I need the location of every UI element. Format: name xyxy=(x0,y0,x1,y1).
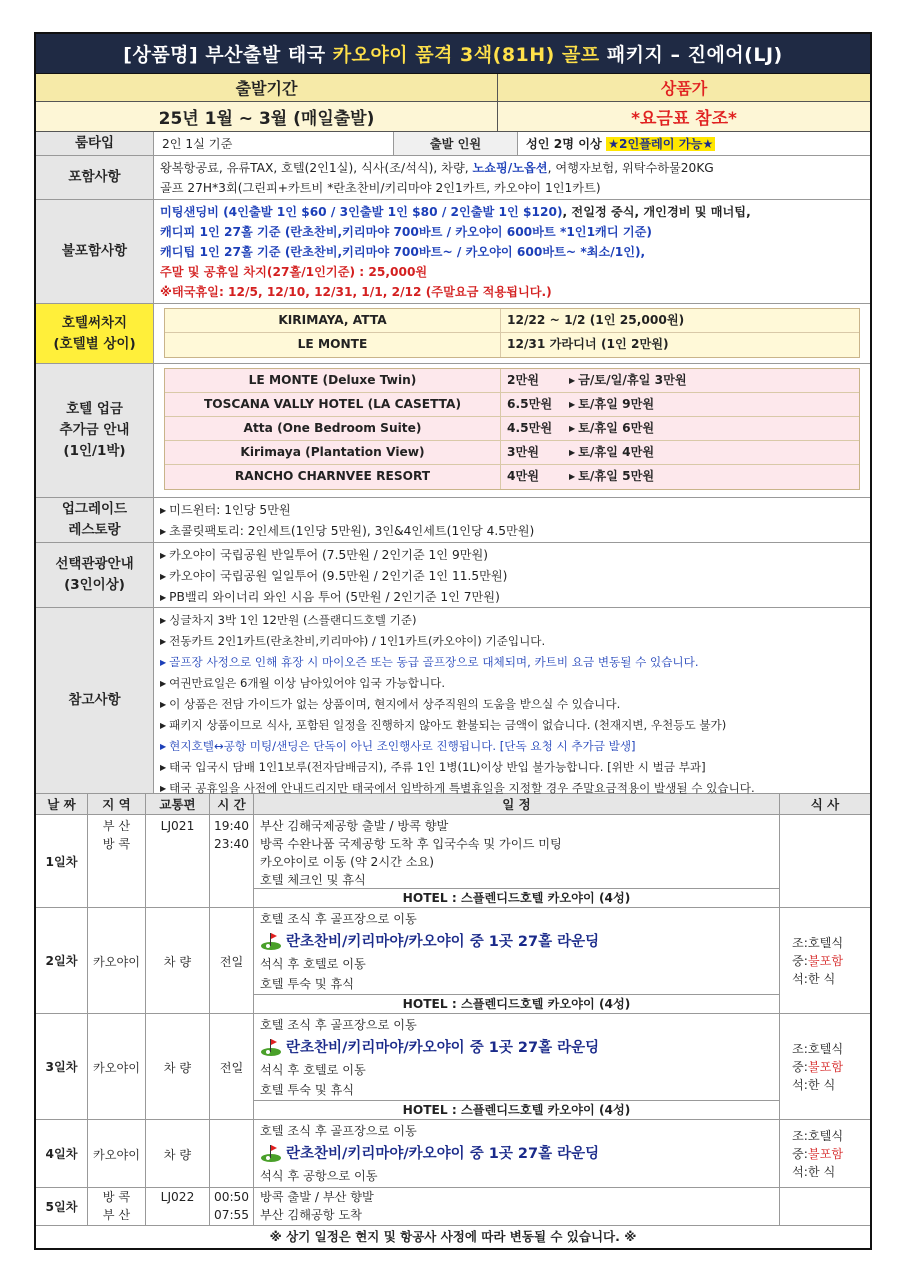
table-row xyxy=(165,333,859,357)
region-text: 부 산 xyxy=(102,1208,131,1222)
region-text: 방 콕 xyxy=(102,1190,131,1204)
tour-item: PB밸리 와이너리 와인 시음 투어 (5만원 / 2인기준 1인 7만원) xyxy=(169,590,500,604)
plan-line: 호텔 조식 후 골프장으로 이동 xyxy=(260,1018,417,1032)
triangle-bullet-icon: ▶ xyxy=(160,742,167,751)
upgrade-weekday-price: 6.5만원 xyxy=(507,397,553,411)
upgrade-price xyxy=(501,417,859,440)
plan-line: 호텔 투숙 및 휴식 xyxy=(260,1083,355,1097)
included-text-a: 왕복항공료, 유류TAX, 호텔(2인1실), 식사(조/석식), 차량, xyxy=(160,161,473,175)
header-values xyxy=(36,102,870,132)
excluded-line-3: 캐디팁 1인 27홀 기준 (란초찬비,키리마야 700바트~ / 카오야이 600바트~ *최소/1인), xyxy=(160,245,646,259)
upgrade-hotel-name: LE MONTE (Deluxe Twin) xyxy=(165,369,501,392)
region-text: 방 콕 xyxy=(102,837,131,851)
triangle-bullet-icon: ▶ xyxy=(160,763,167,772)
meal-dinner: 석:한 식 xyxy=(792,1077,836,1092)
footer-note: ※ 상기 일정은 현지 및 항공사 사정에 따라 변동될 수 있습니다. ※ xyxy=(269,1229,637,1244)
hotel-upgrade-label-1: 호텔 업금 xyxy=(66,401,123,418)
triangle-bullet-icon: ▶ xyxy=(160,593,167,602)
table-row xyxy=(165,309,859,333)
plan-line: 방콕 출발 / 부산 향발 xyxy=(260,1190,374,1204)
restaurant-item: 미드윈터: 1인당 5만원 xyxy=(169,503,291,517)
plan-cell xyxy=(254,908,780,1013)
upgrade-price xyxy=(501,393,859,416)
surcharge-row xyxy=(36,304,870,364)
transport-text: 차 량 xyxy=(146,908,210,1013)
col-meal: 식 사 xyxy=(810,797,840,812)
region-text: 부 산 xyxy=(102,819,131,833)
golf-round-line xyxy=(260,1140,773,1168)
day-label: 3일차 xyxy=(36,1014,88,1119)
time-text: 19:40 xyxy=(213,819,250,833)
meal-dinner: 석:한 식 xyxy=(792,1164,836,1179)
day-label: 2일차 xyxy=(36,908,88,1013)
surcharge-label-2: (호텔별 상이) xyxy=(53,335,136,352)
surcharge-label xyxy=(36,304,154,363)
col-transport: 교통편 xyxy=(146,794,210,814)
note-text: 태국 입국시 담배 1인1보루(전자담배금지), 주류 1인 1병(1L)이상 반입 불가능합니다. [위반 시 벌금 부과] xyxy=(169,760,706,774)
upgrade-weekday-price: 2만원 xyxy=(507,373,540,387)
title-bar xyxy=(36,34,870,74)
restaurant-item: 초콜릿팩토리: 2인세트(1인당 5만원), 3인&4인세트(1인당 4.5만원) xyxy=(169,524,535,538)
people-count: 성인 2명 이상 xyxy=(526,137,607,151)
restaurant-row xyxy=(36,498,870,543)
col-day: 날 짜 xyxy=(36,794,88,814)
plan-cell xyxy=(254,815,780,907)
meal-breakfast: 조:호텔식 xyxy=(792,935,844,950)
triangle-bullet-icon: ▶ xyxy=(160,572,167,581)
time-text: 전일 xyxy=(210,908,254,1013)
two-player-badge: ★2인플레이 가능★ xyxy=(608,137,714,151)
optional-tour-label-2: (3인이상) xyxy=(64,577,125,593)
list-item xyxy=(160,521,864,542)
hotel-upgrade-row xyxy=(36,364,870,498)
time-text: 전일 xyxy=(210,1014,254,1119)
list-item xyxy=(160,652,864,673)
plan-line: 석식 후 호텔로 이동 xyxy=(260,1063,366,1077)
meal-dinner: 석:한 식 xyxy=(792,971,836,986)
day-label: 4일차 xyxy=(36,1120,88,1187)
surcharge-info: 12/22 ~ 1/2 (1인 25,000원) xyxy=(507,313,685,327)
room-type-value: 2인 1실 기준 xyxy=(154,132,394,155)
plan-line: 석식 후 호텔로 이동 xyxy=(260,957,366,971)
time-text: 00:50 xyxy=(213,1190,250,1204)
meal-cell xyxy=(780,1014,870,1119)
meal-lunch-prefix: 중: xyxy=(792,1059,808,1074)
notes-row xyxy=(36,608,870,794)
meal-lunch-value: 불포함 xyxy=(807,953,844,968)
golf-text: 란초찬비/키리마야/카오야이 중 1곳 27홀 라운딩 xyxy=(286,934,600,950)
notes-label: 참고사항 xyxy=(36,608,154,793)
time-text: 23:40 xyxy=(213,837,250,851)
product-sheet xyxy=(34,32,872,1250)
list-item xyxy=(160,500,864,521)
transport-text: 차 량 xyxy=(146,1014,210,1119)
region-cell xyxy=(88,1188,146,1225)
meal-lunch xyxy=(792,1145,864,1163)
triangle-bullet-icon: ▶ xyxy=(160,721,167,730)
meal-lunch xyxy=(792,1058,864,1076)
table-row xyxy=(165,465,859,489)
schedule-day-1 xyxy=(36,815,870,908)
list-item xyxy=(160,610,864,631)
surcharge-info: 12/31 가라디너 (1인 2만원) xyxy=(507,337,669,351)
day-label: 1일차 xyxy=(36,815,88,907)
restaurant-label xyxy=(36,498,154,542)
plan-line: 방콕 수완나품 국제공항 도착 후 입국수속 및 가이드 미팅 xyxy=(260,837,562,851)
plan-line: 호텔 조식 후 골프장으로 이동 xyxy=(260,912,417,926)
plan-cell xyxy=(254,1014,780,1119)
note-text: 태국 공휴일을 사전에 안내드리지만 태국에서 임박하게 특별휴일을 지정할 경우 주말요금적용이 발생될 수 있습니다. xyxy=(169,781,755,795)
golf-text: 란초찬비/키리마야/카오야이 중 1곳 27홀 라운딩 xyxy=(286,1146,600,1162)
golf-text: 란초찬비/키리마야/카오야이 중 1곳 27홀 라운딩 xyxy=(286,1040,600,1056)
surcharge-label-1: 호텔써차지 xyxy=(61,314,128,331)
people-label: 출발 인원 xyxy=(394,132,518,155)
day-label: 5일차 xyxy=(36,1188,88,1225)
hotel-upgrade-label xyxy=(36,364,154,497)
table-row xyxy=(165,441,859,465)
list-item xyxy=(160,631,864,652)
upgrade-hotel-name: TOSCANA VALLY HOTEL (LA CASETTA) xyxy=(165,393,501,416)
meeting-fee: 미팅샌딩비 (4인출발 1인 $60 / 3인출발 1인 $80 / 2인출발 1인 $120) xyxy=(160,205,563,219)
time-cell xyxy=(210,1188,254,1225)
meal-breakfast: 조:호텔식 xyxy=(792,1041,844,1056)
period-value: 25년 1월 ~ 3월 (매일출발) xyxy=(36,102,498,131)
schedule-day-4 xyxy=(36,1120,870,1188)
triangle-bullet-icon: ▶ xyxy=(160,658,167,667)
region-cell xyxy=(88,815,146,907)
title-prefix: [상품명] 부산출발 태국 xyxy=(123,44,326,66)
list-item xyxy=(160,736,864,757)
col-time: 시 간 xyxy=(210,794,254,814)
triangle-bullet-icon: ▶ xyxy=(160,679,167,688)
triangle-bullet-icon: ▶ xyxy=(160,637,167,646)
optional-tour-row xyxy=(36,543,870,608)
hotel-line: HOTEL : 스플렌디드호텔 카오야이 (4성) xyxy=(254,888,779,907)
meal-lunch-prefix: 중: xyxy=(792,1146,808,1161)
meal-lunch xyxy=(792,952,864,970)
excluded-line-1 xyxy=(160,202,864,222)
triangle-bullet-icon: ▶ xyxy=(160,700,167,709)
title-highlight: 카오야이 품격 3색(81H) 골프 xyxy=(332,44,600,66)
plan-line: 부산 김해공항 도착 xyxy=(260,1208,362,1222)
room-type-row xyxy=(36,132,870,156)
title-suffix: 패키지 – 진에어(LJ) xyxy=(606,44,783,66)
upgrade-price xyxy=(501,465,859,489)
meal-cell xyxy=(780,1120,870,1187)
included-line-2: 골프 27H*3회(그린피+카트비 *란초찬비/키리마야 2인1카트, 카오야이 1인1카트) xyxy=(160,181,601,195)
schedule-header xyxy=(36,794,870,815)
plan-line: 호텔 투숙 및 휴식 xyxy=(260,977,355,991)
upgrade-hotel-name: Atta (One Bedroom Suite) xyxy=(165,417,501,440)
table-row xyxy=(165,393,859,417)
upgrade-hotel-name: Kirimaya (Plantation View) xyxy=(165,441,501,464)
hotel-upgrade-label-3: (1인/1박) xyxy=(63,442,126,459)
list-item xyxy=(160,715,864,736)
plan-cell xyxy=(254,1120,780,1187)
region-text: 카오야이 xyxy=(88,1014,146,1119)
table-row xyxy=(165,369,859,393)
triangle-bullet-icon: ▶ xyxy=(160,506,167,515)
golf-flag-icon xyxy=(260,1039,282,1057)
upgrade-weekend-price: 토/휴일 4만원 xyxy=(578,445,655,459)
meal-lunch-value: 불포함 xyxy=(807,1146,844,1161)
meal-cell xyxy=(780,1188,870,1225)
included-text-c: , 여행자보험, 위탁수하물20KG xyxy=(547,161,714,175)
note-text: 전동카트 2인1카트(란초찬비,키리마야) / 1인1카트(카오야이) 기준입니다. xyxy=(169,634,546,648)
schedule-day-5 xyxy=(36,1188,870,1226)
list-item xyxy=(160,545,864,566)
no-shopping-text: 노쇼핑/노옵션 xyxy=(472,161,548,175)
upgrade-weekend-price: 토/휴일 9만원 xyxy=(578,397,655,411)
upgrade-weekday-price: 4.5만원 xyxy=(507,421,553,435)
surcharge-hotel: LE MONTE xyxy=(165,333,501,357)
period-label: 출발기간 xyxy=(36,74,498,101)
time-text: 07:55 xyxy=(213,1208,250,1222)
time-cell xyxy=(210,815,254,907)
surcharge-hotel: KIRIMAYA, ATTA xyxy=(165,309,501,332)
upgrade-weekend-price: 토/휴일 5만원 xyxy=(578,469,655,483)
people-value xyxy=(518,132,870,155)
col-plan: 일 정 xyxy=(254,794,780,814)
flight-number: LJ022 xyxy=(146,1188,210,1225)
meal-lunch-prefix: 중: xyxy=(792,953,808,968)
included-row xyxy=(36,156,870,200)
meal-lunch-value: 불포함 xyxy=(807,1059,844,1074)
meal-cell xyxy=(780,815,870,907)
triangle-bullet-icon: ▶ xyxy=(160,551,167,560)
plan-line: 석식 후 공항으로 이동 xyxy=(260,1169,378,1183)
golf-flag-icon xyxy=(260,1145,282,1163)
surcharge-table xyxy=(164,308,860,358)
note-text: 이 상품은 전담 가이드가 없는 상품이며, 현지에서 상주직원의 도움을 받으실 수 있습니다. xyxy=(169,697,621,711)
excluded-misc: , 전일정 중식, 개인경비 및 매너팁, xyxy=(562,205,751,219)
header-labels xyxy=(36,74,870,102)
included-label: 포함사항 xyxy=(36,156,154,199)
col-region: 지 역 xyxy=(88,794,146,814)
list-item xyxy=(160,566,864,587)
region-text: 카오야이 xyxy=(88,908,146,1013)
hotel-line: HOTEL : 스플렌디드호텔 카오야이 (4성) xyxy=(254,1100,779,1119)
golf-flag-icon xyxy=(260,933,282,951)
included-line-1 xyxy=(160,158,864,178)
upgrade-price xyxy=(501,369,859,392)
excluded-line-2: 캐디피 1인 27홀 기준 (란초찬비,키리마야 700바트 / 카오야이 600바트 *1인1캐디 기준) xyxy=(160,225,652,239)
table-row xyxy=(165,417,859,441)
excluded-line-5: ※태국휴일: 12/5, 12/10, 12/31, 1/1, 2/12 (주말요금 적용됩니다.) xyxy=(160,285,552,299)
upgrade-weekday-price: 4만원 xyxy=(507,469,540,483)
list-item xyxy=(160,694,864,715)
upgrade-weekend-price: 토/휴일 6만원 xyxy=(578,421,655,435)
triangle-bullet-icon: ▶ xyxy=(160,784,167,793)
restaurant-label-2: 레스토랑 xyxy=(68,522,121,538)
excluded-row xyxy=(36,200,870,304)
hotel-upgrade-label-2: 추가금 안내 xyxy=(59,422,130,439)
excluded-line-4: 주말 및 공휴일 차지(27홀/1인기준) : 25,000원 xyxy=(160,265,428,279)
restaurant-label-1: 업그레이드 xyxy=(61,501,128,518)
note-text: 싱글차지 3박 1인 12만원 (스플랜디드호텔 기준) xyxy=(169,613,417,627)
list-item xyxy=(160,757,864,778)
hotel-line: HOTEL : 스플렌디드호텔 카오야이 (4성) xyxy=(254,994,779,1013)
price-label: 상품가 xyxy=(660,79,708,98)
schedule-day-3 xyxy=(36,1014,870,1120)
list-item xyxy=(160,587,864,608)
note-text: 현지호텔↔공항 미팅/샌딩은 단독이 아닌 조인행사로 진행됩니다. [단독 요청 시 추가금 발생] xyxy=(169,739,636,753)
tour-item: 카오야이 국립공원 일일투어 (9.5만원 / 2인기준 1인 11.5만원) xyxy=(169,569,508,583)
hotel-upgrade-table xyxy=(164,368,860,490)
price-value: *요금표 참조* xyxy=(631,109,737,129)
plan-line: 부산 김해국제공항 출발 / 방콕 향발 xyxy=(260,819,449,833)
meal-breakfast: 조:호텔식 xyxy=(792,1128,844,1143)
time-cell xyxy=(210,1120,254,1187)
plan-line: 호텔 조식 후 골프장으로 이동 xyxy=(260,1124,417,1138)
golf-round-line xyxy=(260,928,773,956)
triangle-bullet-icon: ▶ xyxy=(569,376,576,385)
plan-line: 호텔 체크인 및 휴식 xyxy=(260,873,366,887)
triangle-bullet-icon: ▶ xyxy=(160,527,167,536)
note-text: 골프장 사정으로 인해 휴장 시 마이오즌 또는 동급 골프장으로 대체되며, 카트비 요금 변동될 수 있습니다. xyxy=(169,655,699,669)
list-item xyxy=(160,673,864,694)
upgrade-weekend-price: 금/토/일/휴일 3만원 xyxy=(578,373,687,387)
optional-tour-label-1: 선택관광안내 xyxy=(55,556,134,573)
triangle-bullet-icon: ▶ xyxy=(569,448,576,457)
optional-tour-label xyxy=(36,543,154,607)
plan-cell xyxy=(254,1188,780,1225)
upgrade-hotel-name: RANCHO CHARNVEE RESORT xyxy=(165,465,501,489)
tour-item: 카오야이 국립공원 반일투어 (7.5만원 / 2인기준 1인 9만원) xyxy=(169,548,488,562)
schedule-day-2 xyxy=(36,908,870,1014)
plan-line: 카오야이로 이동 (약 2시간 소요) xyxy=(260,855,435,869)
flight-number: LJ021 xyxy=(146,815,210,907)
excluded-label: 불포함사항 xyxy=(36,200,154,303)
golf-round-line xyxy=(260,1034,773,1062)
region-text: 카오야이 xyxy=(88,1120,146,1187)
triangle-bullet-icon: ▶ xyxy=(569,472,576,481)
note-text: 패키지 상품이므로 식사, 포함된 일정을 진행하지 않아도 환불되는 금액이 없습니다. (천재지변, 우천등도 불가) xyxy=(169,718,727,732)
upgrade-weekday-price: 3만원 xyxy=(507,445,540,459)
note-text: 여권만료일은 6개월 이상 남아있어야 입국 가능합니다. xyxy=(169,676,446,690)
triangle-bullet-icon: ▶ xyxy=(569,400,576,409)
meal-cell xyxy=(780,908,870,1013)
room-type-label: 룸타입 xyxy=(36,132,154,155)
triangle-bullet-icon: ▶ xyxy=(160,616,167,625)
transport-text: 차 량 xyxy=(146,1120,210,1187)
upgrade-price xyxy=(501,441,859,464)
triangle-bullet-icon: ▶ xyxy=(569,424,576,433)
